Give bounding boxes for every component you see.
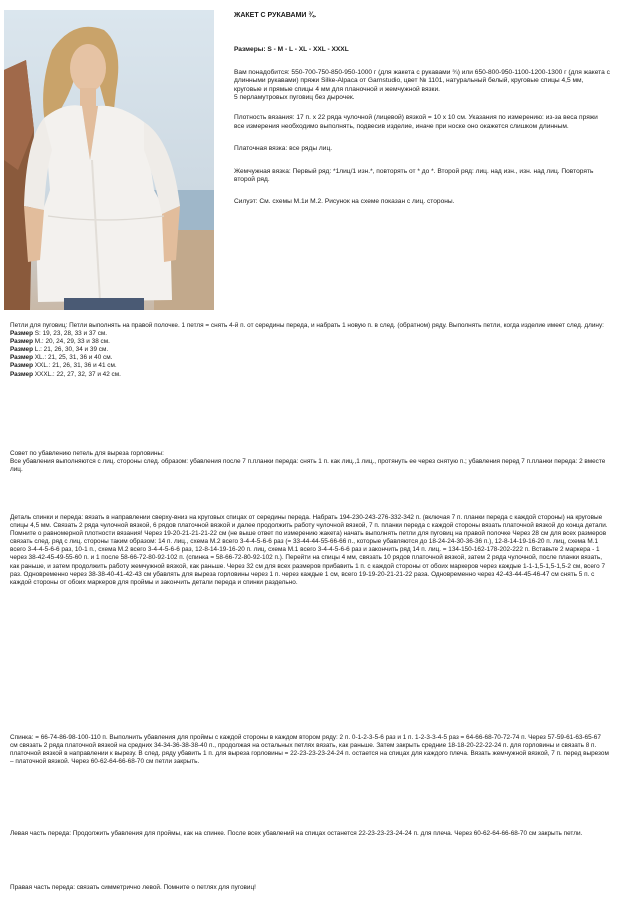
decrease-tip-section	[10, 450, 610, 474]
right-front-text: Правая часть переда: связать симметрично левой. Помните о петлях для пуговиц!	[10, 884, 256, 891]
model-photo	[4, 10, 214, 310]
back-front-text: Деталь спинки и переда: вязать в направлении сверху-вниз на круговых спицах от середины переда. Набрать 194-230-243-276-332-342 п. (включая 7 п. планки переда с каждой стороны) на круговые спицы 4,5 мм. Связать 2 ряда чулочной вязкой, 6 рядов платочной вязкой и далее продолжить работу чулочной вязкой, 7 п. планки переда с каждой стороны вязать платочной вязкой до конца детали. Помните о равномерной плотности вязания! Через 19-20-21-21-21-22 см (не выше ответ по измерению жакета) начать выполнять петли для пуговиц на правой полочке Через 28 см для всех размеров связать след. ряд с лиц. стороны таким образом: 14 п. лиц., схема М.2 всего 3-4-4-5-6-6 раз (= 33-44-44-55-66-66 п., которые убавляются до 18-24-24-30-36-36 п.), 12-8-14-19-16-20 п. лиц, схема М.1 всего 3-4-4-5-6-6 раз, 10-1 п., схема М.2 всего 3-4-4-5-6-6 раз, 12-8-14-19-16-20 п. лиц, схема М.1 всего 3-4-4-5-6-6 раз и закончить ряд 14 п. лиц. = 134-150-162-178-202-222 п. Вставьте 2 маркера - 1 через 38-42-45-49-55-60 п. и 1 после 58-66-72-80-92-102 п. (спинка = 58-66-72-80-92-102 п.). Перейти на спицы 4 мм, связать 10 рядов платочной вязкой, затем 2 ряда чулочной, после планки вязать, как раньше, и затем продолжить работу жемчужной вязкой, как раньше. Через 32 см для всех размеров прибавить 1 п. с каждой стороны от обоих маркеров через каждые 1-1-1,5-1,5-1,5-2 см, всего 7 раз. Одновременно через 38-38-40-41-42-43 см убавлять для выреза горловины через 1 п. через каждые 1 см, всего 19-19-20-21-21-22 раза. Одновременно через 42-43-44-45-46-47 см снять 5 п. с каждой стороны от обоих маркеров для проймы и закончить детали переда и спинки раздельно.	[10, 514, 608, 586]
buttonholes-section	[10, 322, 610, 379]
left-front-section	[10, 830, 610, 838]
back-front-section	[10, 514, 610, 587]
size-row: Размер XXXL.: 22, 27, 32, 37 и 42 см.	[10, 370, 121, 378]
sizes-line: Размеры: S - M - L - XL - XXL - XXXL	[234, 46, 349, 54]
intro-column	[234, 12, 610, 213]
size-row: Размер L.: 21, 26, 30, 34 и 39 см.	[10, 346, 109, 354]
size-row: Размер M.: 20, 24, 29, 33 и 38 см.	[10, 338, 110, 346]
materials-paragraph: Вам понадобится: 550-700-750-850-950-1000 г (для жакета с рукавами ¾) или 650-800-950-1100-1200-1300 г (для жакета с длинными рукавами) пряжи Silke-Alpaca от Garnstudio, цвет № 1101, натуральный белый, круговые спицы 4,5 мм, круговые и прямые спицы 4 мм для планочной и жемчужной вязки.	[234, 68, 610, 93]
seed-stitch-paragraph: Жемчужная вязка: Первый ряд: *1лиц/1 изн.*, повторять от * до *. Второй ряд: лиц. над изн., изн. над лиц. Повторять второй ряд.	[234, 167, 594, 184]
buttons-paragraph: 5 перламутровых пуговиц без дырочек.	[234, 94, 355, 102]
model-photo-illustration	[4, 10, 214, 310]
back-section	[10, 734, 610, 766]
back-text: Спинка: = 66-74-86-98-100-110 п. Выполнить убавления для проймы с каждой стороны в каждом втором ряду: 2 п. 0-1-2-3-5-6 раз и 1 п. 1-2-3-3-4-5 раз = 64-66-68-70-72-74 п. Через 57-59-61-63-65-67 см связать 2 ряда платочной вязкой на средних 34-34-36-38-38-40 п., продолжая на остальных петлях вязать, как раньше. Затем закрыть средние 18-18-20-22-22-24 п. для горловины и связать 8 п. платочной вязкой в направлении к вырезу. В след. ряду убавить 1 п. для выреза горловины = 22-23-23-23-24-24 п. остается на спицах для каждого плеча. Вязать жемчужной вязкой, 7 п. перед вырезом – платочной вязкой. Через 60-62-64-66-68-70 см петли закрыть.	[10, 734, 609, 766]
right-front-section	[10, 884, 610, 892]
document-title: ЖАКЕТ С РУКАВАМИ ¾.	[234, 12, 317, 19]
buttonholes-intro: Петли для пуговиц: Петли выполнять на правой полочке. 1 петля = снять 4-й п. от середины переда, и набрать 1 новую п. в след. (обратном) ряду. Выполнять петли, когда изделие имеет след. длину:	[10, 322, 604, 329]
size-row: Размер XXL.: 21, 26, 31, 36 и 41 см.	[10, 362, 117, 370]
size-row: Размер XL.: 21, 25, 31, 36 и 40 см.	[10, 354, 113, 362]
left-front-text: Левая часть переда: Продолжить убавления для проймы, как на спинке. После всех убавлений на спицах останется 22-23-23-23-24-24 п. для плеча. Через 60-62-64-66-68-70 см закрыть петли.	[10, 830, 583, 837]
garter-paragraph: Платочная вязка: все ряды лиц.	[234, 145, 333, 153]
gauge-paragraph: Плотность вязания: 17 п. х 22 ряда чулочной (лицевой) вязкой = 10 х 10 см. Указания по измерению: из-за веса пряжи все измерения необходимо выполнять, подвесив изделие, иначе при носке оно окажется слишком длинным.	[234, 114, 598, 130]
tip-heading: Совет по убавлению петель для выреза горловины:	[10, 450, 164, 457]
size-row: Размер S: 19, 23, 28, 33 и 37 см.	[10, 330, 108, 338]
tip-text: Все убавления выполняются с лиц. стороны след. образом: убавления после 7 п.планки переда: снять 1 п. как лиц.,1 лиц., протянуть ее через снятую п.; убавления перед 7 п.планки переда: 2 вместе лиц.	[10, 458, 606, 474]
schematic-paragraph: Силуэт: См. схемы М.1и М.2. Рисунок на схеме показан с лиц. стороны.	[234, 198, 455, 206]
